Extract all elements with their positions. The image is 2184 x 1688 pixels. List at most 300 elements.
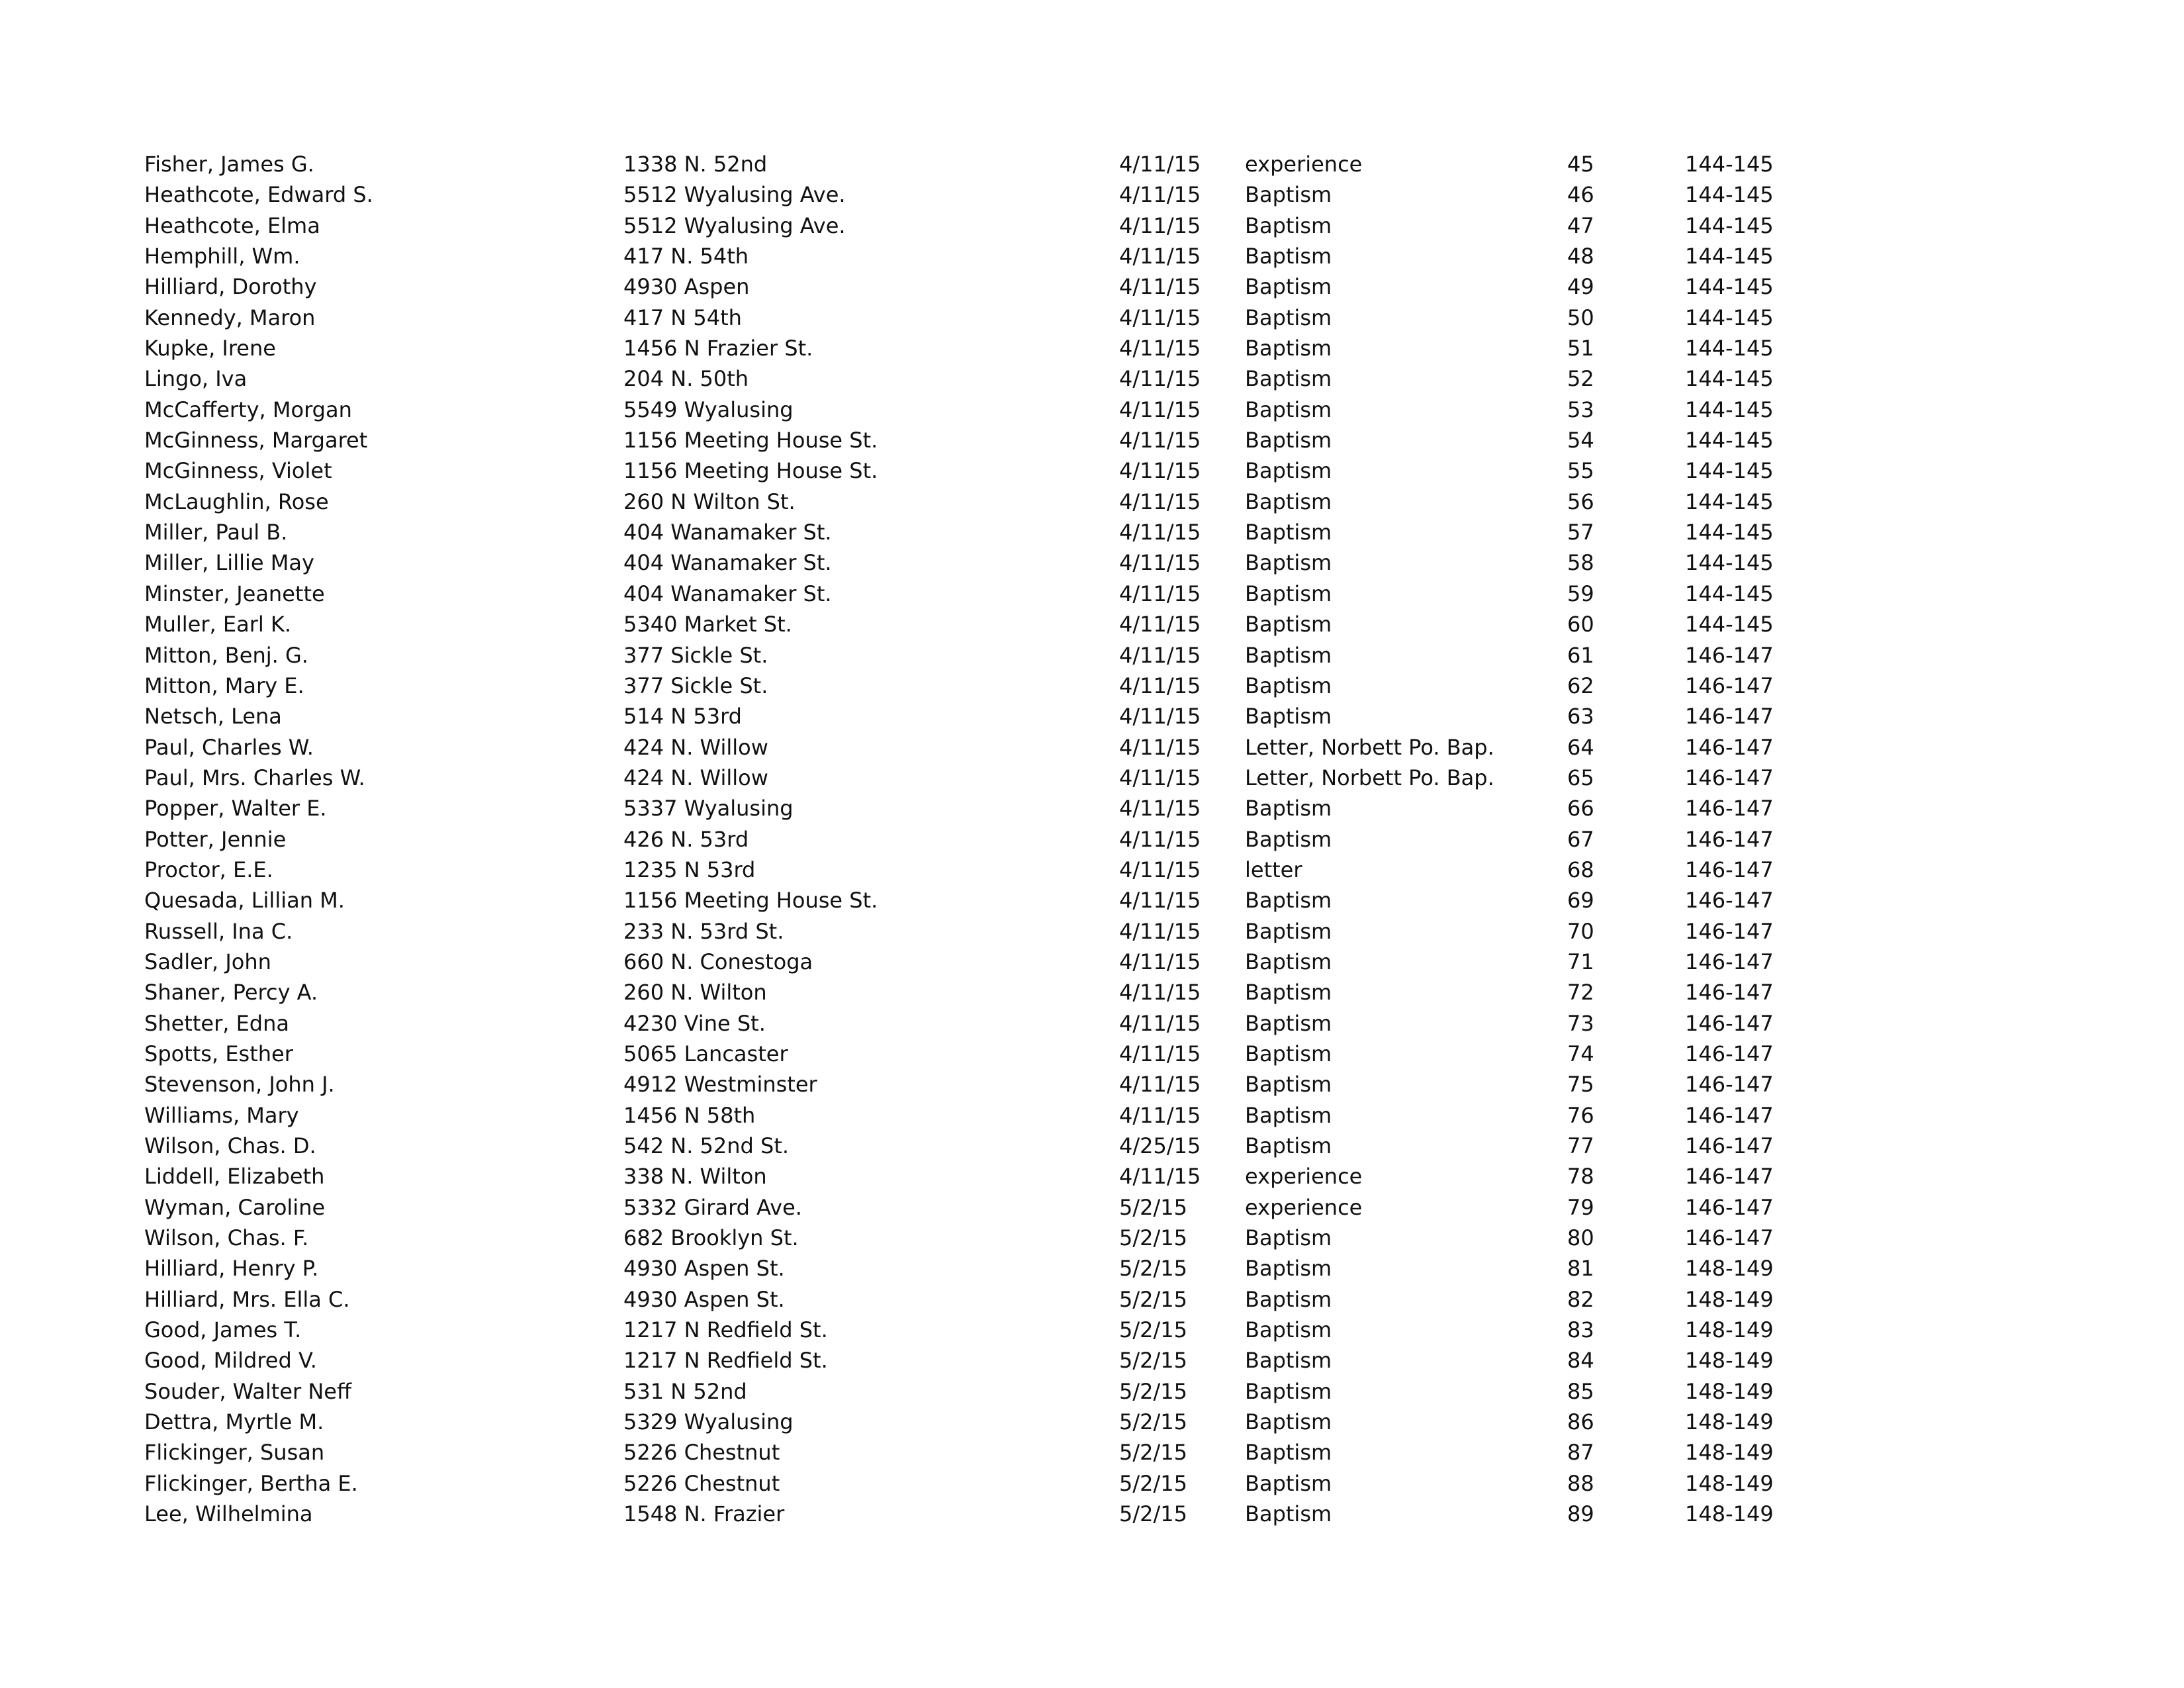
member-name: Heathcote, Edward S. [144, 182, 373, 208]
record-number: 80 [1567, 1225, 1594, 1251]
member-address: 1217 N Redfield St. [623, 1348, 828, 1374]
reception-type: Baptism [1245, 581, 1332, 606]
member-address: 404 Wanamaker St. [623, 550, 832, 576]
record-date: 4/11/15 [1119, 1164, 1201, 1190]
table-row [144, 241, 1825, 271]
reception-type: Baptism [1245, 458, 1332, 484]
member-name: Paul, Charles W. [144, 734, 314, 760]
table-row [144, 455, 1825, 486]
page-range: 146-147 [1685, 642, 1774, 668]
record-date: 4/11/15 [1119, 918, 1201, 944]
reception-type: Baptism [1245, 336, 1332, 361]
record-date: 5/2/15 [1119, 1348, 1187, 1374]
reception-type: Baptism [1245, 1102, 1332, 1128]
record-date: 4/11/15 [1119, 397, 1201, 422]
member-name: Sadler, John [144, 949, 271, 974]
member-name: Muller, Earl K. [144, 612, 292, 637]
member-name: Hemphill, Wm. [144, 244, 300, 269]
page-range: 146-147 [1685, 1010, 1774, 1036]
record-number: 54 [1567, 428, 1594, 453]
member-address: 682 Brooklyn St. [623, 1225, 799, 1251]
member-address: 1156 Meeting House St. [623, 458, 878, 484]
record-number: 81 [1567, 1256, 1594, 1282]
record-date: 4/11/15 [1119, 765, 1201, 790]
member-address: 5226 Chestnut [623, 1440, 780, 1466]
member-address: 417 N 54th [623, 305, 742, 330]
page-range: 148-149 [1685, 1440, 1774, 1466]
reception-type: Baptism [1245, 212, 1332, 238]
member-address: 4230 Vine St. [623, 1010, 766, 1036]
member-name: Spotts, Esther [144, 1041, 293, 1066]
reception-type: Baptism [1245, 1470, 1332, 1496]
record-date: 4/11/15 [1119, 980, 1201, 1006]
page-range: 146-147 [1685, 826, 1774, 852]
record-date: 4/11/15 [1119, 428, 1201, 453]
member-name: Stevenson, John J. [144, 1072, 335, 1098]
member-name: Kupke, Irene [144, 336, 276, 361]
record-number: 61 [1567, 642, 1594, 668]
reception-type: Baptism [1245, 274, 1332, 300]
member-address: 1235 N 53rd [623, 857, 756, 882]
record-number: 68 [1567, 857, 1594, 882]
record-number: 56 [1567, 489, 1594, 514]
table-row [144, 671, 1825, 701]
page-range: 144-145 [1685, 305, 1774, 330]
reception-type: Baptism [1245, 612, 1332, 637]
record-date: 4/11/15 [1119, 366, 1201, 392]
page-range: 148-149 [1685, 1348, 1774, 1374]
page-range: 148-149 [1685, 1256, 1774, 1282]
record-date: 4/11/15 [1119, 642, 1201, 668]
member-name: Lee, Wilhelmina [144, 1501, 313, 1527]
record-number: 86 [1567, 1409, 1594, 1435]
member-address: 4930 Aspen [623, 274, 750, 300]
member-name: McGinness, Margaret [144, 428, 368, 453]
table-row [144, 824, 1825, 855]
member-address: 4930 Aspen St. [623, 1286, 785, 1312]
member-address: 5065 Lancaster [623, 1041, 788, 1066]
table-row [144, 1376, 1825, 1407]
reception-type: Baptism [1245, 489, 1332, 514]
record-date: 4/25/15 [1119, 1133, 1201, 1158]
member-name: Mitton, Benj. G. [144, 642, 308, 668]
record-date: 5/2/15 [1119, 1194, 1187, 1220]
member-name: Flickinger, Susan [144, 1440, 325, 1466]
member-name: Kennedy, Maron [144, 305, 316, 330]
member-address: 1456 N 58th [623, 1102, 756, 1128]
member-address: 1217 N Redfield St. [623, 1317, 828, 1343]
reception-type: Baptism [1245, 366, 1332, 392]
reception-type: Baptism [1245, 1286, 1332, 1312]
record-number: 82 [1567, 1286, 1594, 1312]
page-range: 146-147 [1685, 734, 1774, 760]
table-row [144, 363, 1825, 394]
record-date: 4/11/15 [1119, 336, 1201, 361]
member-name: Quesada, Lillian M. [144, 888, 345, 914]
table-row [144, 1039, 1825, 1069]
page-range: 148-149 [1685, 1286, 1774, 1312]
reception-type: Baptism [1245, 550, 1332, 576]
record-number: 64 [1567, 734, 1594, 760]
page-range: 144-145 [1685, 274, 1774, 300]
member-address: 1156 Meeting House St. [623, 428, 878, 453]
member-address: 404 Wanamaker St. [623, 520, 832, 545]
member-name: Paul, Mrs. Charles W. [144, 765, 365, 790]
page-range: 146-147 [1685, 1102, 1774, 1128]
page-range: 146-147 [1685, 1041, 1774, 1066]
member-address: 1548 N. Frazier [623, 1501, 785, 1527]
record-date: 4/11/15 [1119, 826, 1201, 852]
page-range: 146-147 [1685, 980, 1774, 1006]
table-row [144, 1253, 1825, 1284]
record-number: 49 [1567, 274, 1594, 300]
record-date: 5/2/15 [1119, 1378, 1187, 1404]
member-address: 4912 Westminster [623, 1072, 817, 1098]
record-number: 52 [1567, 366, 1594, 392]
record-date: 4/11/15 [1119, 182, 1201, 208]
member-address: 5549 Wyalusing [623, 397, 794, 422]
table-row [144, 640, 1825, 671]
member-name: Shaner, Percy A. [144, 980, 318, 1006]
member-address: 5512 Wyalusing Ave. [623, 182, 846, 208]
page-range: 148-149 [1685, 1501, 1774, 1527]
page-range: 146-147 [1685, 765, 1774, 790]
page-range: 146-147 [1685, 673, 1774, 698]
member-name: Potter, Jennie [144, 826, 287, 852]
member-name: Minster, Jeanette [144, 581, 325, 606]
member-address: 531 N 52nd [623, 1378, 747, 1404]
member-address: 660 N. Conestoga [623, 949, 813, 974]
reception-type: Baptism [1245, 949, 1332, 974]
page-range: 144-145 [1685, 244, 1774, 269]
table-row [144, 609, 1825, 639]
record-number: 63 [1567, 704, 1594, 729]
record-number: 48 [1567, 244, 1594, 269]
table-row [144, 1100, 1825, 1131]
table-row [144, 547, 1825, 578]
record-date: 5/2/15 [1119, 1501, 1187, 1527]
page-range: 144-145 [1685, 182, 1774, 208]
record-date: 5/2/15 [1119, 1256, 1187, 1282]
reception-type: Baptism [1245, 305, 1332, 330]
member-name: Russell, Ina C. [144, 918, 293, 944]
member-address: 5337 Wyalusing [623, 796, 794, 821]
member-name: Liddell, Elizabeth [144, 1164, 325, 1190]
record-date: 4/11/15 [1119, 1072, 1201, 1098]
reception-type: Baptism [1245, 244, 1332, 269]
record-number: 88 [1567, 1470, 1594, 1496]
page-range: 144-145 [1685, 366, 1774, 392]
member-address: 1156 Meeting House St. [623, 888, 878, 914]
reception-type: Baptism [1245, 826, 1332, 852]
reception-type: Baptism [1245, 1256, 1332, 1282]
member-name: Good, James T. [144, 1317, 302, 1343]
record-date: 4/11/15 [1119, 673, 1201, 698]
table-row [144, 885, 1825, 915]
record-date: 5/2/15 [1119, 1409, 1187, 1435]
record-number: 83 [1567, 1317, 1594, 1343]
reception-type: Baptism [1245, 673, 1332, 698]
record-date: 4/11/15 [1119, 489, 1201, 514]
record-date: 4/11/15 [1119, 520, 1201, 545]
record-date: 4/11/15 [1119, 550, 1201, 576]
table-row [144, 855, 1825, 885]
page-range: 146-147 [1685, 1133, 1774, 1158]
table-row [144, 1345, 1825, 1376]
membership-records-table [144, 149, 1825, 1529]
member-name: McCafferty, Morgan [144, 397, 352, 422]
page-range: 144-145 [1685, 152, 1774, 177]
member-name: Williams, Mary [144, 1102, 299, 1128]
table-row [144, 149, 1825, 179]
reception-type: experience [1245, 152, 1363, 177]
record-date: 4/11/15 [1119, 305, 1201, 330]
reception-type: Baptism [1245, 1348, 1332, 1374]
member-name: Mitton, Mary E. [144, 673, 304, 698]
page-range: 148-149 [1685, 1470, 1774, 1496]
record-number: 59 [1567, 581, 1594, 606]
reception-type: Baptism [1245, 1378, 1332, 1404]
page-range: 144-145 [1685, 212, 1774, 238]
reception-type: Baptism [1245, 1133, 1332, 1158]
page-range: 144-145 [1685, 520, 1774, 545]
record-number: 66 [1567, 796, 1594, 821]
record-date: 4/11/15 [1119, 212, 1201, 238]
member-address: 514 N 53rd [623, 704, 742, 729]
page-range: 148-149 [1685, 1378, 1774, 1404]
member-address: 5512 Wyalusing Ave. [623, 212, 846, 238]
record-number: 50 [1567, 305, 1594, 330]
page-range: 146-147 [1685, 796, 1774, 821]
member-name: Wilson, Chas. D. [144, 1133, 316, 1158]
reception-type: Baptism [1245, 428, 1332, 453]
record-number: 58 [1567, 550, 1594, 576]
member-name: Miller, Paul B. [144, 520, 288, 545]
member-name: Hilliard, Dorothy [144, 274, 317, 300]
record-date: 4/11/15 [1119, 1102, 1201, 1128]
reception-type: Baptism [1245, 1317, 1332, 1343]
member-name: Hilliard, Mrs. Ella C. [144, 1286, 350, 1312]
record-number: 60 [1567, 612, 1594, 637]
member-name: Wyman, Caroline [144, 1194, 326, 1220]
table-row [144, 977, 1825, 1008]
reception-type: Baptism [1245, 520, 1332, 545]
page-range: 146-147 [1685, 704, 1774, 729]
record-date: 5/2/15 [1119, 1440, 1187, 1466]
record-date: 5/2/15 [1119, 1470, 1187, 1496]
page-range: 146-147 [1685, 1194, 1774, 1220]
table-row [144, 732, 1825, 763]
member-address: 5332 Girard Ave. [623, 1194, 802, 1220]
member-address: 233 N. 53rd St. [623, 918, 784, 944]
table-row [144, 1192, 1825, 1223]
member-name: Lingo, Iva [144, 366, 248, 392]
member-name: Souder, Walter Neff [144, 1378, 351, 1404]
record-date: 4/11/15 [1119, 152, 1201, 177]
record-number: 76 [1567, 1102, 1594, 1128]
member-address: 4930 Aspen St. [623, 1256, 785, 1282]
record-date: 4/11/15 [1119, 734, 1201, 760]
record-number: 71 [1567, 949, 1594, 974]
page-range: 144-145 [1685, 336, 1774, 361]
record-date: 4/11/15 [1119, 888, 1201, 914]
table-row [144, 1407, 1825, 1437]
record-number: 62 [1567, 673, 1594, 698]
reception-type: Baptism [1245, 1041, 1332, 1066]
member-address: 426 N. 53rd [623, 826, 749, 852]
member-address: 1456 N Frazier St. [623, 336, 813, 361]
member-name: Flickinger, Bertha E. [144, 1470, 358, 1496]
record-date: 5/2/15 [1119, 1225, 1187, 1251]
record-number: 55 [1567, 458, 1594, 484]
page-range: 144-145 [1685, 581, 1774, 606]
record-number: 51 [1567, 336, 1594, 361]
page-range: 146-147 [1685, 888, 1774, 914]
table-row [144, 517, 1825, 547]
page-range: 144-145 [1685, 458, 1774, 484]
reception-type: Baptism [1245, 1225, 1332, 1251]
table-row [144, 1468, 1825, 1499]
reception-type: Baptism [1245, 704, 1332, 729]
member-address: 5340 Market St. [623, 612, 792, 637]
member-name: Dettra, Myrtle M. [144, 1409, 324, 1435]
page-range: 146-147 [1685, 949, 1774, 974]
page-range: 146-147 [1685, 1072, 1774, 1098]
member-name: Heathcote, Elma [144, 212, 320, 238]
page-range: 146-147 [1685, 1164, 1774, 1190]
record-number: 75 [1567, 1072, 1594, 1098]
member-address: 424 N. Willow [623, 734, 768, 760]
table-row [144, 763, 1825, 793]
record-number: 47 [1567, 212, 1594, 238]
record-date: 4/11/15 [1119, 1041, 1201, 1066]
reception-type: Baptism [1245, 182, 1332, 208]
reception-type: Baptism [1245, 888, 1332, 914]
record-number: 53 [1567, 397, 1594, 422]
table-row [144, 1069, 1825, 1100]
record-number: 79 [1567, 1194, 1594, 1220]
page-range: 144-145 [1685, 612, 1774, 637]
member-address: 204 N. 50th [623, 366, 749, 392]
member-address: 5226 Chestnut [623, 1470, 780, 1496]
member-name: Miller, Lillie May [144, 550, 314, 576]
reception-type: Baptism [1245, 1072, 1332, 1098]
member-name: Proctor, E.E. [144, 857, 273, 882]
record-number: 46 [1567, 182, 1594, 208]
table-row [144, 1131, 1825, 1161]
record-date: 4/11/15 [1119, 704, 1201, 729]
table-row [144, 793, 1825, 823]
member-address: 542 N. 52nd St. [623, 1133, 790, 1158]
reception-type: experience [1245, 1164, 1363, 1190]
record-date: 5/2/15 [1119, 1286, 1187, 1312]
record-number: 73 [1567, 1010, 1594, 1036]
table-row [144, 179, 1825, 210]
record-number: 78 [1567, 1164, 1594, 1190]
table-row [144, 1161, 1825, 1192]
record-date: 4/11/15 [1119, 857, 1201, 882]
reception-type: Baptism [1245, 796, 1332, 821]
record-number: 84 [1567, 1348, 1594, 1374]
member-name: McGinness, Violet [144, 458, 332, 484]
member-address: 1338 N. 52nd [623, 152, 768, 177]
page-range: 146-147 [1685, 918, 1774, 944]
table-row [144, 395, 1825, 425]
member-name: Popper, Walter E. [144, 796, 327, 821]
page-range: 144-145 [1685, 428, 1774, 453]
record-number: 87 [1567, 1440, 1594, 1466]
page-range: 144-145 [1685, 550, 1774, 576]
table-row [144, 1437, 1825, 1468]
record-number: 45 [1567, 152, 1594, 177]
table-row [144, 1223, 1825, 1253]
record-number: 77 [1567, 1133, 1594, 1158]
record-number: 72 [1567, 980, 1594, 1006]
record-date: 4/11/15 [1119, 612, 1201, 637]
table-row [144, 303, 1825, 333]
reception-type: Baptism [1245, 1409, 1332, 1435]
record-date: 5/2/15 [1119, 1317, 1187, 1343]
record-number: 65 [1567, 765, 1594, 790]
member-address: 5329 Wyalusing [623, 1409, 794, 1435]
member-name: Hilliard, Henry P. [144, 1256, 319, 1282]
member-address: 424 N. Willow [623, 765, 768, 790]
record-number: 57 [1567, 520, 1594, 545]
reception-type: experience [1245, 1194, 1363, 1220]
reception-type: Letter, Norbett Po. Bap. [1245, 734, 1494, 760]
record-date: 4/11/15 [1119, 949, 1201, 974]
member-address: 417 N. 54th [623, 244, 749, 269]
member-name: Netsch, Lena [144, 704, 282, 729]
record-date: 4/11/15 [1119, 458, 1201, 484]
reception-type: Baptism [1245, 980, 1332, 1006]
page-range: 148-149 [1685, 1317, 1774, 1343]
table-row [144, 701, 1825, 731]
table-row [144, 1008, 1825, 1039]
member-address: 260 N Wilton St. [623, 489, 796, 514]
record-date: 4/11/15 [1119, 274, 1201, 300]
page-range: 146-147 [1685, 857, 1774, 882]
reception-type: Baptism [1245, 397, 1332, 422]
page-range: 148-149 [1685, 1409, 1774, 1435]
record-number: 69 [1567, 888, 1594, 914]
reception-type: letter [1245, 857, 1302, 882]
record-date: 4/11/15 [1119, 1010, 1201, 1036]
record-number: 67 [1567, 826, 1594, 852]
record-date: 4/11/15 [1119, 796, 1201, 821]
member-address: 404 Wanamaker St. [623, 581, 832, 606]
table-row [144, 1499, 1825, 1529]
member-name: Wilson, Chas. F. [144, 1225, 309, 1251]
member-name: McLaughlin, Rose [144, 489, 329, 514]
table-row [144, 1284, 1825, 1315]
table-row [144, 333, 1825, 363]
table-row [144, 271, 1825, 302]
page-range: 146-147 [1685, 1225, 1774, 1251]
record-number: 89 [1567, 1501, 1594, 1527]
table-row [144, 211, 1825, 241]
record-number: 74 [1567, 1041, 1594, 1066]
table-row [144, 916, 1825, 947]
member-address: 377 Sickle St. [623, 673, 768, 698]
table-row [144, 487, 1825, 517]
record-date: 4/11/15 [1119, 581, 1201, 606]
member-address: 377 Sickle St. [623, 642, 768, 668]
record-date: 4/11/15 [1119, 244, 1201, 269]
table-row [144, 425, 1825, 455]
member-address: 260 N. Wilton [623, 980, 767, 1006]
member-name: Good, Mildred V. [144, 1348, 317, 1374]
